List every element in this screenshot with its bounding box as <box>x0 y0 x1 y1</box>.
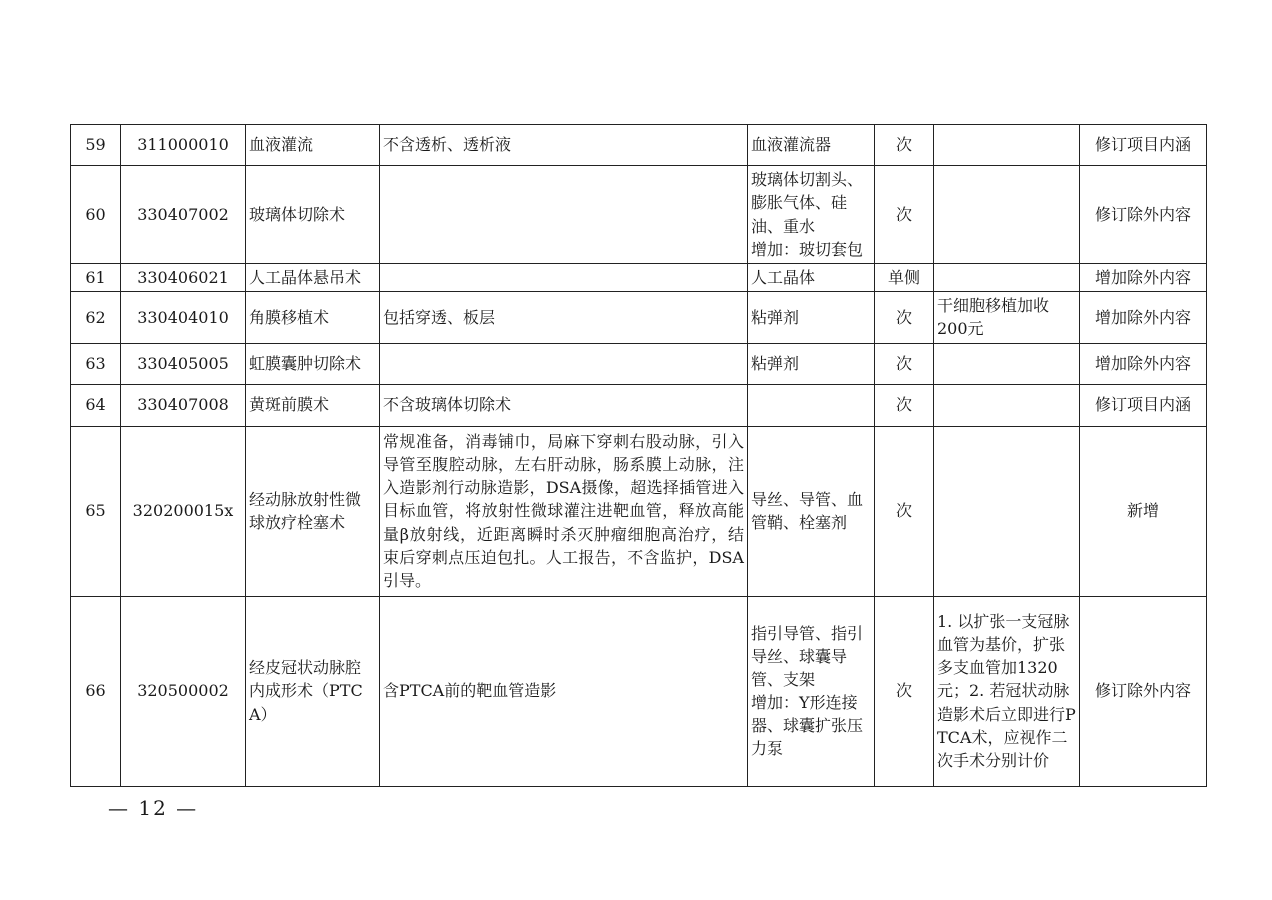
item-code: 320200015x <box>121 426 246 596</box>
item-change-type: 修订除外内容 <box>1080 596 1207 786</box>
item-change-type: 增加除外内容 <box>1080 343 1207 384</box>
item-number: 65 <box>71 426 121 596</box>
table-row <box>71 292 1207 343</box>
item-unit: 次 <box>875 166 934 264</box>
item-notes <box>934 125 1080 166</box>
item-change-type: 修订项目内涵 <box>1080 384 1207 426</box>
table-row <box>71 125 1207 166</box>
item-unit: 单侧 <box>875 264 934 292</box>
item-name: 玻璃体切除术 <box>246 166 380 264</box>
item-excluded: 玻璃体切割头、 膨胀气体、硅 油、重水 增加：玻切套包 <box>748 166 875 264</box>
item-name: 虹膜囊肿切除术 <box>246 343 380 384</box>
table-row <box>71 264 1207 292</box>
page-number: — 12 — <box>108 796 199 820</box>
item-content <box>380 166 748 264</box>
item-notes <box>934 264 1080 292</box>
item-name: 血液灌流 <box>246 125 380 166</box>
item-change-type: 增加除外内容 <box>1080 264 1207 292</box>
item-excluded: 血液灌流器 <box>748 125 875 166</box>
item-name: 人工晶体悬吊术 <box>246 264 380 292</box>
item-number: 59 <box>71 125 121 166</box>
item-number: 60 <box>71 166 121 264</box>
item-unit: 次 <box>875 426 934 596</box>
item-change-type: 修订除外内容 <box>1080 166 1207 264</box>
item-unit: 次 <box>875 343 934 384</box>
item-content: 含PTCA前的靶血管造影 <box>380 596 748 786</box>
item-code: 330405005 <box>121 343 246 384</box>
item-unit: 次 <box>875 384 934 426</box>
item-code: 330404010 <box>121 292 246 343</box>
item-number: 61 <box>71 264 121 292</box>
item-code: 320500002 <box>121 596 246 786</box>
item-number: 62 <box>71 292 121 343</box>
item-excluded <box>748 384 875 426</box>
item-notes <box>934 343 1080 384</box>
item-name: 黄斑前膜术 <box>246 384 380 426</box>
table-row <box>71 343 1207 384</box>
item-notes <box>934 426 1080 596</box>
item-excluded: 人工晶体 <box>748 264 875 292</box>
table-row <box>71 426 1207 596</box>
item-number: 66 <box>71 596 121 786</box>
item-content: 常规准备，消毒铺巾，局麻下穿刺右股动脉，引入导管至腹腔动脉，左右肝动脉，肠系膜上动脉，注入造影剂行动脉造影，DSA摄像，超选择插管进入目标血管，将放射性微球灌注进靶血管，释放高能量β放射线，近距离瞬时杀灭肿瘤细胞高治疗，结束后穿刺点压迫包扎。人工报告，不含监护，DSA引导。 <box>380 426 748 596</box>
table-row <box>71 384 1207 426</box>
item-notes: 干细胞移植加收 200元 <box>934 292 1080 343</box>
item-change-type: 修订项目内涵 <box>1080 125 1207 166</box>
item-notes <box>934 384 1080 426</box>
item-notes <box>934 166 1080 264</box>
item-unit: 次 <box>875 596 934 786</box>
table-row <box>71 596 1207 786</box>
item-code: 330406021 <box>121 264 246 292</box>
item-change-type: 新增 <box>1080 426 1207 596</box>
item-code: 330407008 <box>121 384 246 426</box>
item-number: 64 <box>71 384 121 426</box>
item-excluded: 导丝、导管、血管鞘、栓塞剂 <box>748 426 875 596</box>
item-excluded: 指引导管、指引 导丝、球囊导 管、支架 增加：Y形连接 器、球囊扩张压 力泵 <box>748 596 875 786</box>
item-content <box>380 343 748 384</box>
item-content <box>380 264 748 292</box>
item-notes: 1. 以扩张一支冠脉血管为基价，扩张多支血管加1320元；2. 若冠状动脉造影术后立即进行PTCA术，应视作二次手术分别计价 <box>934 596 1080 786</box>
item-change-type: 增加除外内容 <box>1080 292 1207 343</box>
item-content: 不含透析、透析液 <box>380 125 748 166</box>
item-excluded: 粘弹剂 <box>748 343 875 384</box>
item-number: 63 <box>71 343 121 384</box>
item-name: 角膜移植术 <box>246 292 380 343</box>
item-name: 经动脉放射性微球放疗栓塞术 <box>246 426 380 596</box>
item-name: 经皮冠状动脉腔内成形术（PTCA） <box>246 596 380 786</box>
item-content: 不含玻璃体切除术 <box>380 384 748 426</box>
item-unit: 次 <box>875 292 934 343</box>
item-unit: 次 <box>875 125 934 166</box>
item-content: 包括穿透、板层 <box>380 292 748 343</box>
pricing-table <box>70 124 1207 787</box>
table-row <box>71 166 1207 264</box>
item-code: 330407002 <box>121 166 246 264</box>
item-excluded: 粘弹剂 <box>748 292 875 343</box>
item-code: 311000010 <box>121 125 246 166</box>
